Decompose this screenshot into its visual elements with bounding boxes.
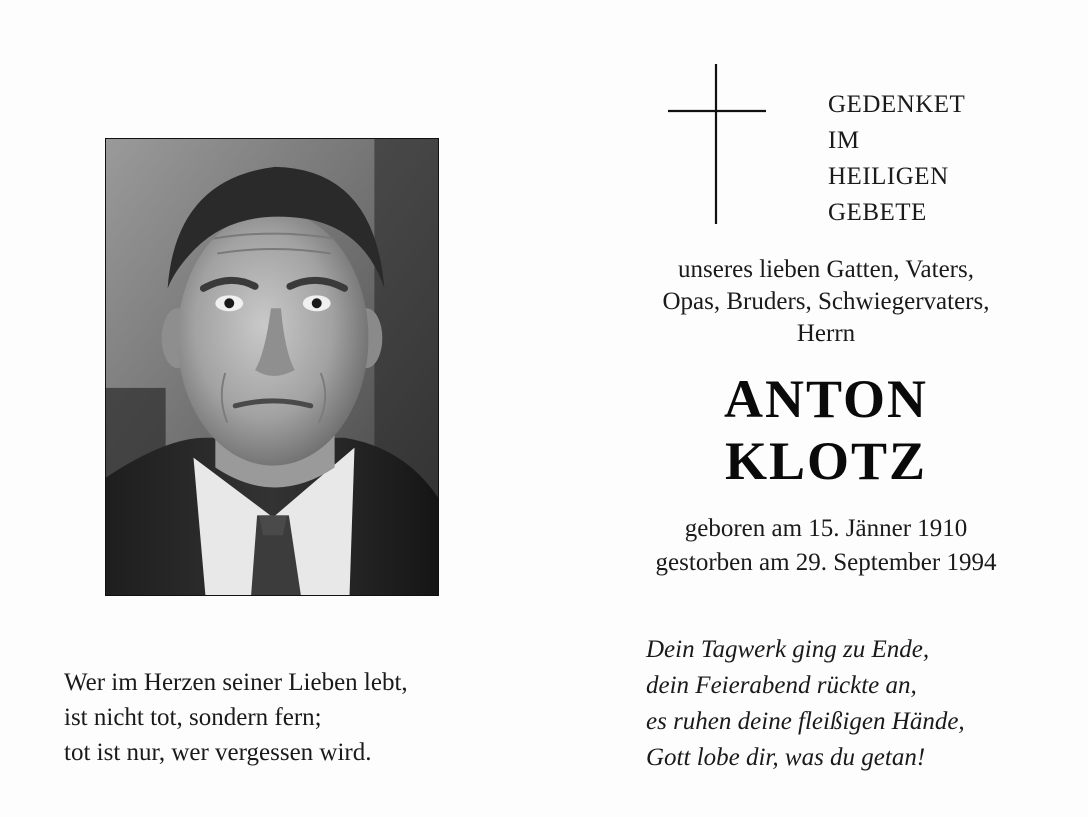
right-verse-line: es ruhen deine fleißigen Hände, bbox=[646, 708, 965, 735]
right-verse bbox=[646, 632, 1066, 776]
left-verse-line: Wer im Herzen seiner Lieben lebt, bbox=[64, 669, 408, 696]
heading-line: GEBETE bbox=[828, 199, 927, 226]
left-verse-line: tot ist nur, wer vergessen wird. bbox=[64, 739, 372, 766]
relations-text bbox=[608, 254, 1044, 350]
last-name: KLOTZ bbox=[724, 431, 928, 491]
left-verse bbox=[64, 665, 484, 770]
life-dates bbox=[608, 512, 1044, 580]
portrait-illustration bbox=[106, 139, 438, 595]
portrait-photo bbox=[105, 138, 439, 596]
heading-line: IM bbox=[828, 127, 860, 154]
right-verse-line: Dein Tagwerk ging zu Ende, bbox=[646, 636, 930, 663]
left-verse-line: ist nicht tot, sondern fern; bbox=[64, 704, 322, 731]
first-name: ANTON bbox=[723, 369, 929, 429]
deceased-name bbox=[608, 368, 1044, 492]
death-date: gestorben am 29. September 1994 bbox=[655, 549, 997, 576]
cross-icon-graphic bbox=[668, 64, 766, 224]
birth-date: geboren am 15. Jänner 1910 bbox=[684, 515, 968, 542]
relations-line: Herrn bbox=[796, 320, 856, 347]
right-verse-line: Gott lobe dir, was du getan! bbox=[646, 744, 926, 771]
right-verse-line: dein Feierabend rückte an, bbox=[646, 672, 917, 699]
relations-line: unseres lieben Gatten, Vaters, bbox=[678, 256, 974, 283]
memorial-heading bbox=[828, 87, 965, 231]
cross-icon bbox=[668, 64, 766, 224]
heading-line: HEILIGEN bbox=[828, 163, 949, 190]
relations-line: Opas, Bruders, Schwiegervaters, bbox=[662, 288, 990, 315]
heading-line: GEDENKET bbox=[828, 91, 966, 118]
